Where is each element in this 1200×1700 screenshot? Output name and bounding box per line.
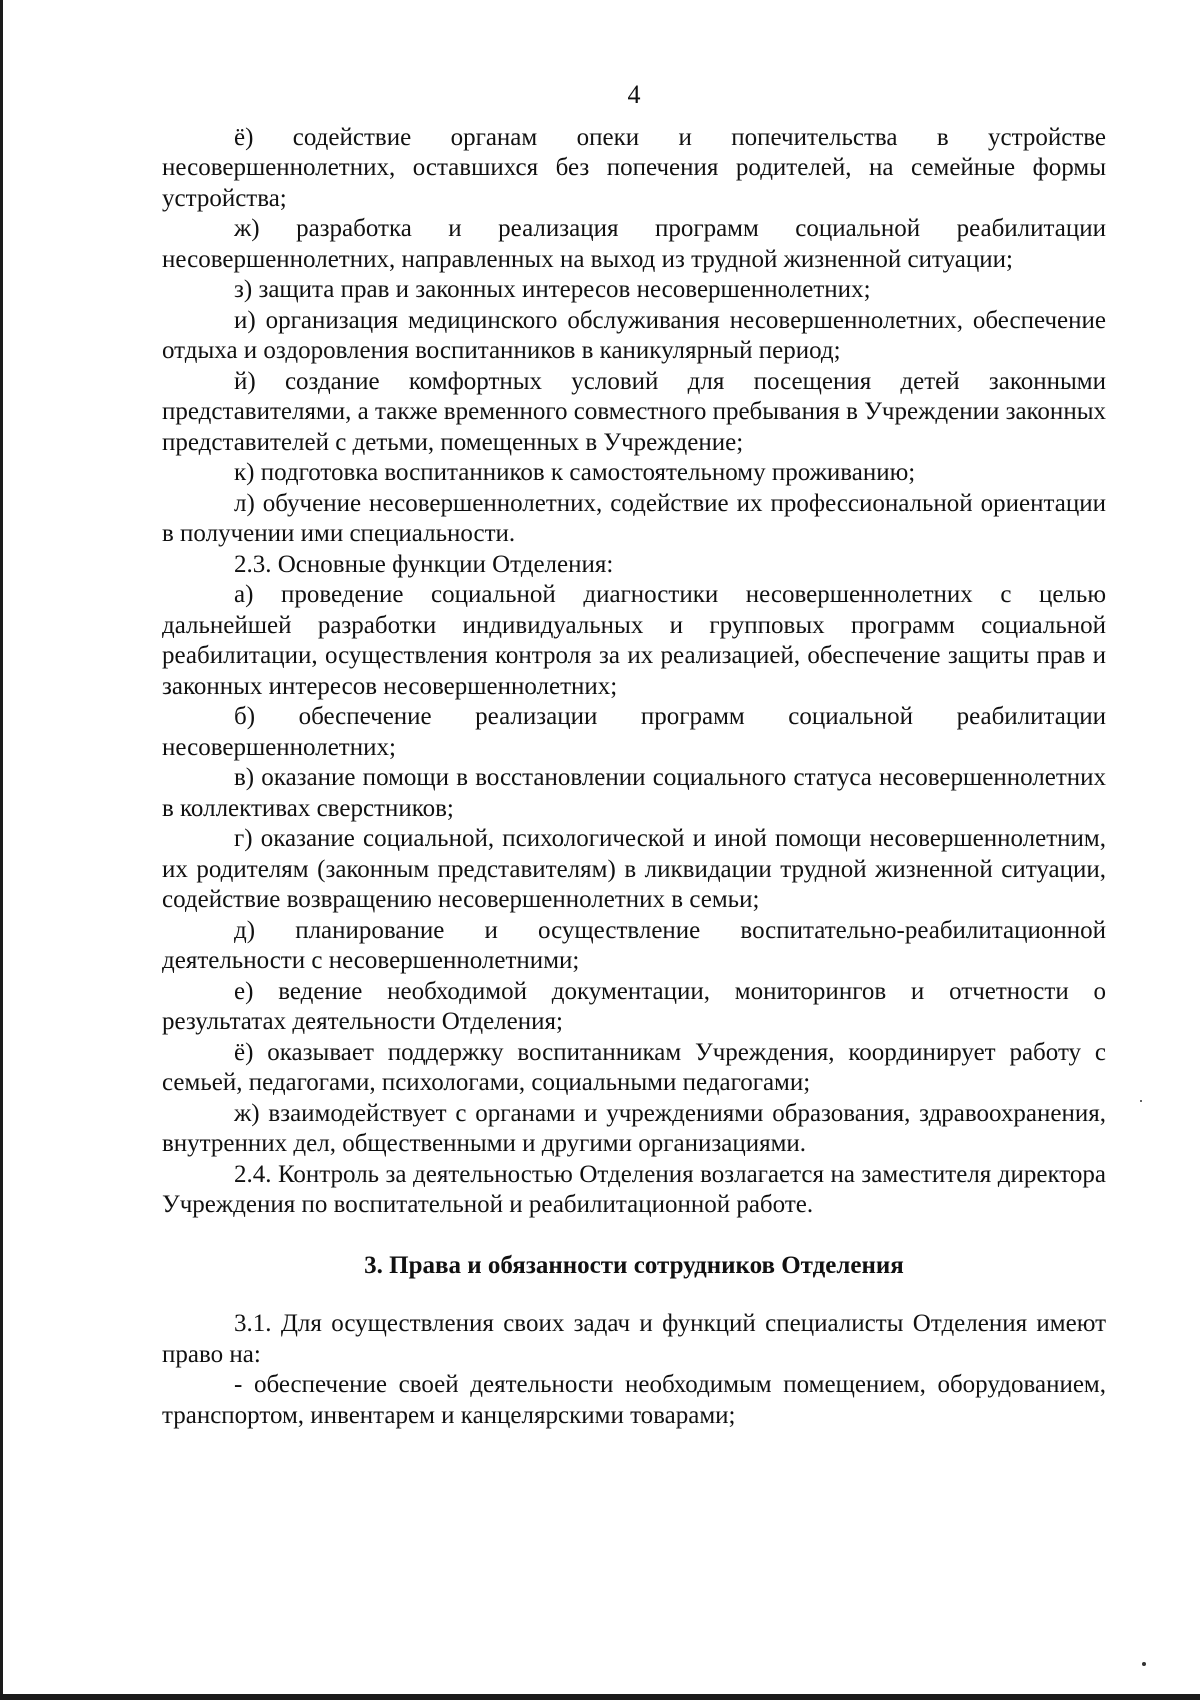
paragraph: ж) взаимодействует с органами и учреждениями образования, здравоохранения, внутренних дел, общественными и другими организациями. bbox=[162, 1099, 1106, 1157]
paragraph: е) ведение необходимой документации, мониторингов и отчетности о результатах деятельности Отделения; bbox=[162, 977, 1106, 1035]
scan-speck bbox=[1142, 1662, 1146, 1666]
paragraph: ё) содействие органам опеки и попечительства в устройстве несовершеннолетних, оставшихся без попечения родителей, на семейные формы устройства; bbox=[162, 123, 1106, 212]
paragraph: а) проведение социальной диагностики несовершеннолетних с целью дальнейшей разработки индивидуальных и групповых программ социальной реабилитации, осуществления контроля за их реализацией, обеспечение защиты прав и законных интересов несовершеннолетних; bbox=[162, 581, 1106, 700]
paragraph: ё) оказывает поддержку воспитанникам Учреждения, координирует работу с семьей, педагогами, психологами, социальными педагогами; bbox=[162, 1038, 1106, 1096]
document-page bbox=[162, 80, 1106, 1431]
page-number: 4 bbox=[627, 80, 641, 109]
paragraph: - обеспечение своей деятельности необходимым помещением, оборудованием, транспортом, инвентарем и канцелярскими товарами; bbox=[162, 1371, 1106, 1429]
scan-edge-bottom bbox=[0, 1694, 1200, 1700]
section-3-body bbox=[162, 1309, 1106, 1431]
paragraph: д) планирование и осуществление воспитательно-реабилитационной деятельности с несовершеннолетними; bbox=[162, 916, 1106, 974]
paragraph: 2.4. Контроль за деятельностью Отделения возлагается на заместителя директора Учреждения по воспитательной и реабилитационной работе. bbox=[162, 1160, 1106, 1218]
paragraph: к) подготовка воспитанников к самостоятельному проживанию; bbox=[234, 459, 916, 486]
paragraph: и) организация медицинского обслуживания несовершеннолетних, обеспечение отдыха и оздоровления воспитанников в каникулярный период; bbox=[162, 306, 1106, 364]
paragraph: з) защита прав и законных интересов несовершеннолетних; bbox=[234, 276, 871, 303]
paragraph: 3.1. Для осуществления своих задач и функций специалисты Отделения имеют право на: bbox=[162, 1310, 1106, 1368]
paragraph: л) обучение несовершеннолетних, содействие их профессиональной ориентации в получении ими специальности. bbox=[162, 489, 1106, 547]
paragraph: 2.3. Основные функции Отделения: bbox=[234, 550, 614, 578]
section-heading: 3. Права и обязанности сотрудников Отделения bbox=[364, 1251, 904, 1279]
scan-speck bbox=[1140, 1100, 1142, 1102]
paragraph: г) оказание социальной, психологической и иной помощи несовершеннолетним, их родителям (законным представителям) в ликвидации трудной жизненной ситуации, содействие возвращению несовершеннолетних в семьи; bbox=[162, 825, 1106, 913]
paragraph: й) создание комфортных условий для посещения детей законными представителями, а также временного совместного пребывания в Учреждении законных представителей с детьми, помещенных в Учреждение; bbox=[162, 367, 1106, 456]
paragraph: ж) разработка и реализация программ социальной реабилитации несовершеннолетних, направленных на выход из трудной жизненной ситуации; bbox=[162, 215, 1106, 273]
section-2-body bbox=[162, 123, 1106, 1221]
paragraph: в) оказание помощи в восстановлении социального статуса несовершеннолетних в коллективах сверстников; bbox=[162, 764, 1106, 822]
paragraph: б) обеспечение реализации программ социальной реабилитации несовершеннолетних; bbox=[162, 703, 1106, 761]
scan-edge-left bbox=[0, 0, 3, 1700]
